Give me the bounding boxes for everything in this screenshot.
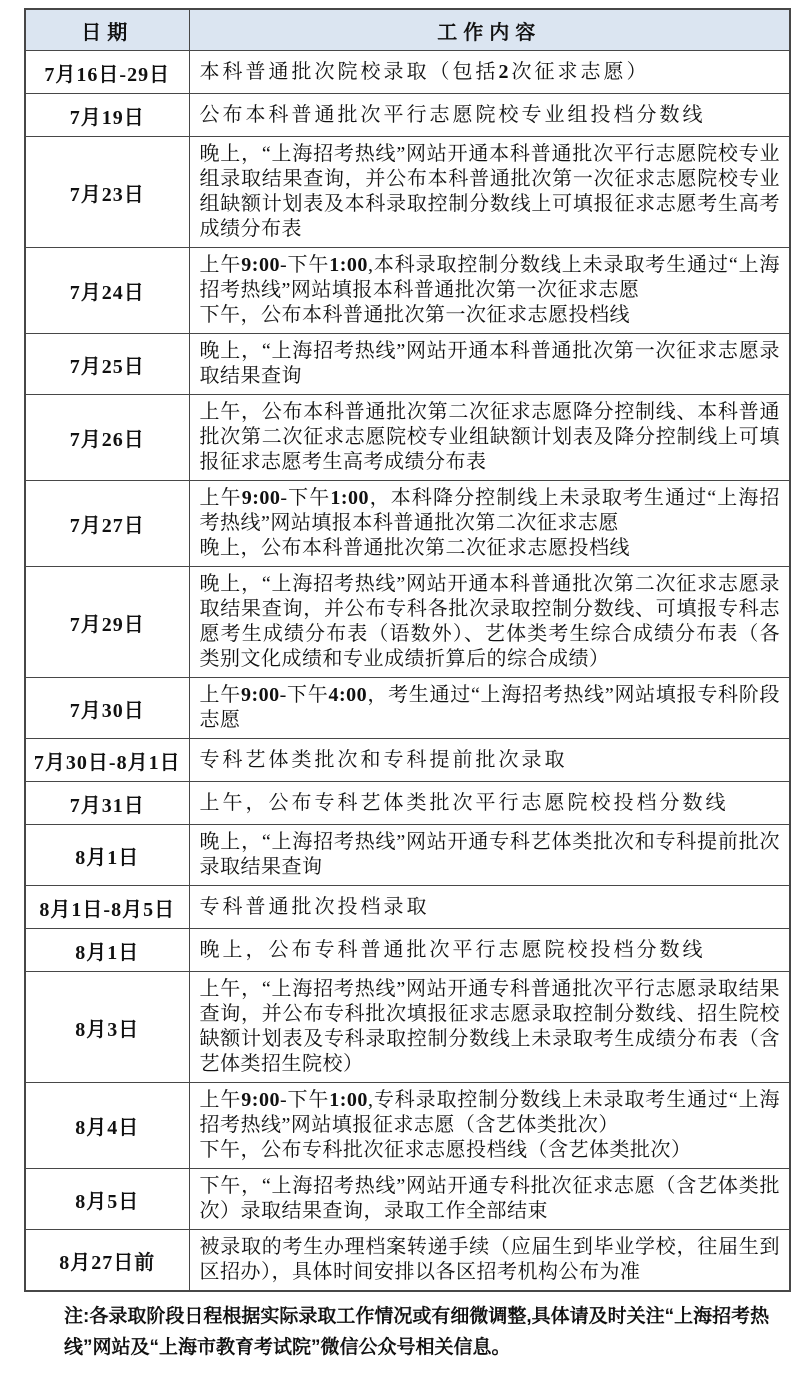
table-row (25, 51, 790, 94)
content-line: 本科普通批次院校录取（包括2次征求志愿） (199, 60, 650, 83)
table-row (25, 567, 790, 678)
table-row (25, 1169, 790, 1230)
content-cell (189, 1169, 790, 1230)
content-line: 晚上，“上海招考热线”网站开通本科普通批次平行志愿院校专业组录取结果查询，并公布本科普通批次第一次征求志愿院校专业组缺额计划表及本科录取控制分数线上可填报征求志愿考生高考成绩分布表 (199, 143, 780, 240)
content-cell (189, 334, 790, 395)
table-row (25, 678, 790, 739)
date-cell: 8月3日 (25, 972, 189, 1083)
content-cell (189, 1230, 790, 1292)
content-cell (189, 886, 790, 929)
content-line: 晚上，“上海招考热线”网站开通本科普通批次第一次征求志愿录取结果查询 (199, 340, 780, 387)
content-cell (189, 395, 790, 481)
date-cell: 8月27日前 (25, 1230, 189, 1292)
content-cell (189, 481, 790, 567)
date-cell: 7月31日 (25, 782, 189, 825)
date-cell: 7月27日 (25, 481, 189, 567)
content-line: 上午9:00-下午1:00,专科录取控制分数线上未录取考生通过“上海招考热线”网站填报征求志愿（含艺体类批次） (199, 1089, 780, 1136)
date-cell: 7月30日-8月1日 (25, 739, 189, 782)
header-row (25, 9, 790, 51)
content-line: 专科普通批次投档录取 (199, 895, 430, 918)
table-row (25, 782, 790, 825)
content-line: 下午，公布本科普通批次第一次征求志愿投档线 (199, 304, 630, 326)
content-cell (189, 1083, 790, 1169)
content-line: 上午9:00-下午1:00,本科录取控制分数线上未录取考生通过“上海招考热线”网站填报本科普通批次第一次征求志愿 (199, 254, 780, 301)
content-line: 晚上，公布本科普通批次第二次征求志愿投档线 (199, 537, 630, 559)
content-cell (189, 972, 790, 1083)
date-cell: 7月25日 (25, 334, 189, 395)
date-cell: 7月19日 (25, 94, 189, 137)
date-cell: 7月16日-29日 (25, 51, 189, 94)
table-row (25, 94, 790, 137)
content-line: 公布本科普通批次平行志愿院校专业组投档分数线 (199, 103, 706, 126)
content-line: 被录取的考生办理档案转递手续（应届生到毕业学校，往届生到区招办），具体时间安排以各区招考机构公布为准 (199, 1236, 780, 1283)
content-cell (189, 94, 790, 137)
footnote: 注:各录取阶段日程根据实际录取工作情况或有细微调整,具体请及时关注“上海招考热线”网站及“上海市教育考试院”微信公众号相关信息。 (64, 1306, 770, 1358)
table-row (25, 739, 790, 782)
content-cell (189, 825, 790, 886)
date-cell: 7月24日 (25, 248, 189, 334)
schedule-table (24, 8, 791, 1292)
table-row (25, 1083, 790, 1169)
content-cell (189, 51, 790, 94)
table-row (25, 481, 790, 567)
content-line: 下午，公布专科批次征求志愿投档线（含艺体类批次） (199, 1139, 692, 1161)
table-row (25, 972, 790, 1083)
date-cell: 8月5日 (25, 1169, 189, 1230)
content-line: 上午，公布本科普通批次第二次征求志愿降分控制线、本科普通批次第二次征求志愿院校专业组缺额计划表及降分控制线上可填报征求志愿考生高考成绩分布表 (199, 401, 780, 473)
table-row (25, 1230, 790, 1292)
content-line: 专科艺体类批次和专科提前批次录取 (199, 748, 568, 771)
date-cell: 8月1日 (25, 929, 189, 972)
table-row (25, 334, 790, 395)
content-line: 晚上，“上海招考热线”网站开通专科艺体类批次和专科提前批次录取结果查询 (199, 831, 780, 878)
date-cell: 8月4日 (25, 1083, 189, 1169)
content-cell (189, 248, 790, 334)
date-cell: 7月29日 (25, 567, 189, 678)
table-row (25, 886, 790, 929)
date-cell: 8月1日 (25, 825, 189, 886)
date-cell: 7月26日 (25, 395, 189, 481)
table-row (25, 395, 790, 481)
content-line: 晚上，“上海招考热线”网站开通本科普通批次第二次征求志愿录取结果查询，并公布专科各批次录取控制分数线、可填报专科志愿考生成绩分布表（语数外）、艺体类考生综合成绩分布表（各类别文化成绩和专业成绩折算后的综合成绩） (199, 573, 780, 670)
content-cell (189, 137, 790, 248)
content-cell (189, 739, 790, 782)
table-row (25, 825, 790, 886)
table-row (25, 929, 790, 972)
content-cell (189, 678, 790, 739)
content-cell (189, 567, 790, 678)
column-header-date: 日期 (25, 9, 189, 51)
schedule-table-body (25, 51, 790, 1292)
content-line: 上午，公布专科艺体类批次平行志愿院校投档分数线 (199, 791, 729, 814)
content-line: 上午9:00-下午4:00，考生通过“上海招考热线”网站填报专科阶段志愿 (199, 684, 780, 731)
date-cell: 7月23日 (25, 137, 189, 248)
column-header-content: 工作内容 (189, 9, 790, 51)
content-line: 上午，“上海招考热线”网站开通专科普通批次平行志愿录取结果查询，并公布专科批次填报征求志愿录取控制分数线、招生院校缺额计划表及专科录取控制分数线上未录取考生成绩分布表（含艺体类招生院校） (199, 978, 780, 1075)
content-cell (189, 929, 790, 972)
date-cell: 8月1日-8月5日 (25, 886, 189, 929)
content-line: 晚上，公布专科普通批次平行志愿院校投档分数线 (199, 938, 706, 961)
table-row (25, 248, 790, 334)
table-row (25, 137, 790, 248)
content-cell (189, 782, 790, 825)
date-cell: 7月30日 (25, 678, 189, 739)
content-line: 下午，“上海招考热线”网站开通专科批次征求志愿（含艺体类批次）录取结果查询，录取工作全部结束 (199, 1175, 780, 1222)
content-line: 上午9:00-下午1:00，本科降分控制线上未录取考生通过“上海招考热线”网站填报本科普通批次第二次征求志愿 (199, 487, 780, 534)
